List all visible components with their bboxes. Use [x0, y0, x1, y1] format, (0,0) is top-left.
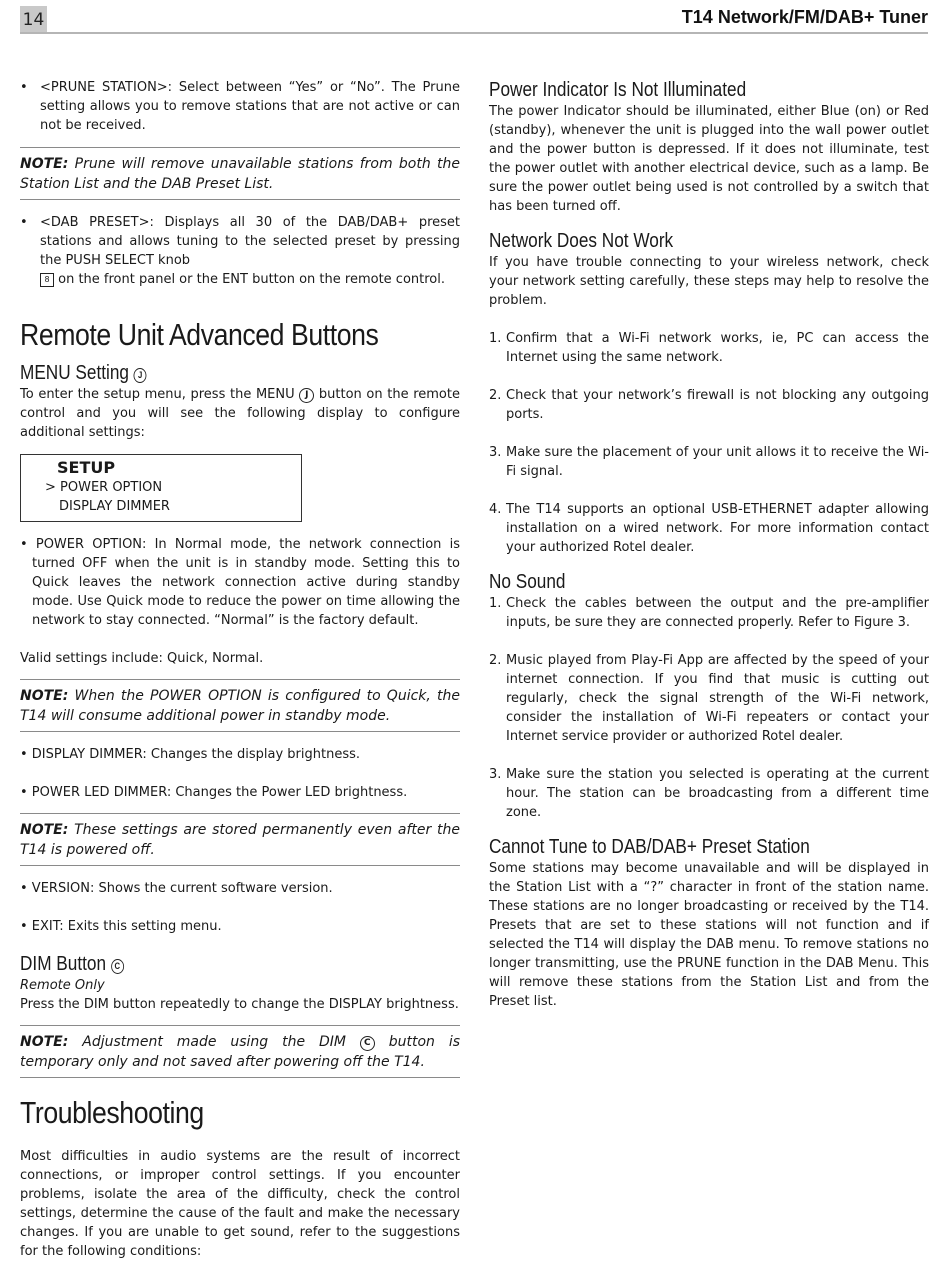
- list-item: 3. Make sure the station you selected is operating at the current hour. The station can be broadcasting from a different time zone.: [489, 767, 929, 820]
- display-dimmer-item: • DISPLAY DIMMER: Changes the display brightness.: [20, 747, 361, 762]
- page-number: 14: [20, 6, 47, 32]
- right-column: [489, 78, 929, 1011]
- setup-title: SETUP: [57, 458, 116, 477]
- list-item: 2. Check that your network’s firewall is not blocking any outgoing ports.: [489, 388, 929, 422]
- list-item: 3. Make sure the placement of your unit allows it to receive the Wi-Fi signal.: [489, 445, 929, 479]
- valid-settings: Valid settings include: Quick, Normal.: [20, 651, 264, 666]
- note-dim-adjustment: NOTE: Adjustment made using the DIM C button is temporary only and not saved after powering off the T14.: [20, 1025, 460, 1078]
- menu-button-icon: J: [299, 388, 314, 403]
- menu-button-icon: J: [134, 368, 147, 383]
- left-column: [20, 78, 460, 1261]
- cannot-tune-text: Some stations may become unavailable and will be displayed in the Station List with a “?” character in front of the station name. These stations are no longer broadcasting or received by the T14. Presets that are set to these stations will not function and if selected the T14 will display the DAB menu. To remove stations no longer transmitting, use the PRUNE function in the DAB Menu. This will remove these stations from the Station List and from the Preset list.: [489, 861, 929, 1009]
- note-label: NOTE:: [20, 156, 69, 172]
- power-indicator-text: The power Indicator should be illuminated, either Blue (on) or Red (standby), whenever the unit is plugged into the wall power outlet and the power button is depressed. If it does not illuminate, test the power outlet with another electrical device, such as a lamp. Be sure the power outlet being used is not controlled by a switch that has been turned off.: [489, 104, 929, 214]
- troubleshooting-intro: Most difficulties in audio systems are the result of incorrect connections, or improper control settings. If you encounter problems, isolate the area of the difficulty, check the control settings, determine the cause of the fault and make the necessary changes. If you are unable to get sound, refer to the suggestions for the following conditions:: [20, 1149, 460, 1259]
- push-select-knob-icon: 8: [40, 273, 54, 287]
- dim-text: Press the DIM button repeatedly to change the DISPLAY brightness.: [20, 997, 459, 1012]
- heading-network-does-not-work: Network Does Not Work: [489, 230, 674, 252]
- power-led-dimmer-item: • POWER LED DIMMER: Changes the Power LED brightness.: [20, 785, 408, 800]
- network-intro: If you have trouble connecting to your wireless network, check your network setting carefully, these steps may help to resolve the problem.: [489, 255, 929, 308]
- heading-no-sound: No Sound: [489, 571, 566, 593]
- setup-line-power-option: > POWER OPTION: [45, 480, 163, 495]
- setup-line-display-dimmer: DISPLAY DIMMER: [59, 499, 170, 514]
- heading-menu-setting: MENU Setting J: [20, 361, 398, 385]
- note-prune: NOTE: Prune will remove unavailable stations from both the Station List and the DAB Preset List.: [20, 147, 460, 200]
- exit-item: • EXIT: Exits this setting menu.: [20, 919, 222, 934]
- heading-remote-unit-advanced-buttons: Remote Unit Advanced Buttons: [20, 317, 379, 352]
- note-settings-stored: NOTE: These settings are stored permanently even after the T14 is powered off.: [20, 813, 460, 866]
- bullet-icon: •: [20, 80, 28, 95]
- list-item: 1. Check the cables between the output and the pre-amplifier inputs, be sure they are connected properly. Refer to Figure 3.: [489, 596, 929, 630]
- list-item: 2. Music played from Play-Fi App are affected by the speed of your internet connection. If you find that music is cutting out regularly, check the signal strength of the Wi-Fi network, consider the installation of Wi-Fi repeaters or contact your Internet service provider or authorized Rotel dealer.: [489, 653, 929, 744]
- remote-only-label: Remote Only: [20, 978, 105, 993]
- prune-station-item: • <PRUNE STATION>: Select between “Yes” or “No”. The Prune setting allows you to remove stations that are not active or can not be received.: [20, 80, 460, 133]
- heading-cannot-tune: Cannot Tune to DAB/DAB+ Preset Station: [489, 836, 810, 858]
- power-option-item: • POWER OPTION: In Normal mode, the network connection is turned OFF when the unit is in standby mode. Setting this to Quick leaves the network connection active during standby mode. Use Quick mode to reduce the power on time allowing the network to stay connected. “Normal” is the factory default.: [20, 537, 460, 628]
- version-item: • VERSION: Shows the current software version.: [20, 881, 333, 896]
- dab-preset-item: • <DAB PRESET>: Displays all 30 of the DAB/DAB+ preset stations and allows tuning to the selected preset by pressing the PUSH SELECT knob 8 on the front panel or the ENT button on the remote control.: [20, 215, 460, 287]
- heading-dim-button: DIM Button C: [20, 952, 398, 976]
- note-label: NOTE:: [20, 1034, 69, 1050]
- setup-display-box: [20, 454, 302, 522]
- heading-troubleshooting: Troubleshooting: [20, 1095, 204, 1130]
- dim-button-icon: C: [360, 1036, 375, 1051]
- document-title: T14 Network/FM/DAB+ Tuner: [681, 7, 928, 27]
- bullet-icon: •: [20, 215, 28, 230]
- page-header: [20, 6, 928, 34]
- menu-intro: To enter the setup menu, press the MENU J button on the remote control and you will see the following display to configure additional settings:: [20, 387, 460, 440]
- list-item: 4. The T14 supports an optional USB-ETHERNET adapter allowing installation on a wired network. For more information contact your authorized Rotel dealer.: [489, 502, 929, 555]
- dim-button-icon: C: [111, 959, 124, 974]
- note-label: NOTE:: [20, 688, 69, 704]
- heading-power-indicator: Power Indicator Is Not Illuminated: [489, 79, 747, 101]
- note-power-option: NOTE: When the POWER OPTION is configured to Quick, the T14 will consume additional power in standby mode.: [20, 679, 460, 732]
- note-label: NOTE:: [20, 822, 69, 838]
- list-item: 1. Confirm that a Wi-Fi network works, ie, PC can access the Internet using the same network.: [489, 331, 929, 365]
